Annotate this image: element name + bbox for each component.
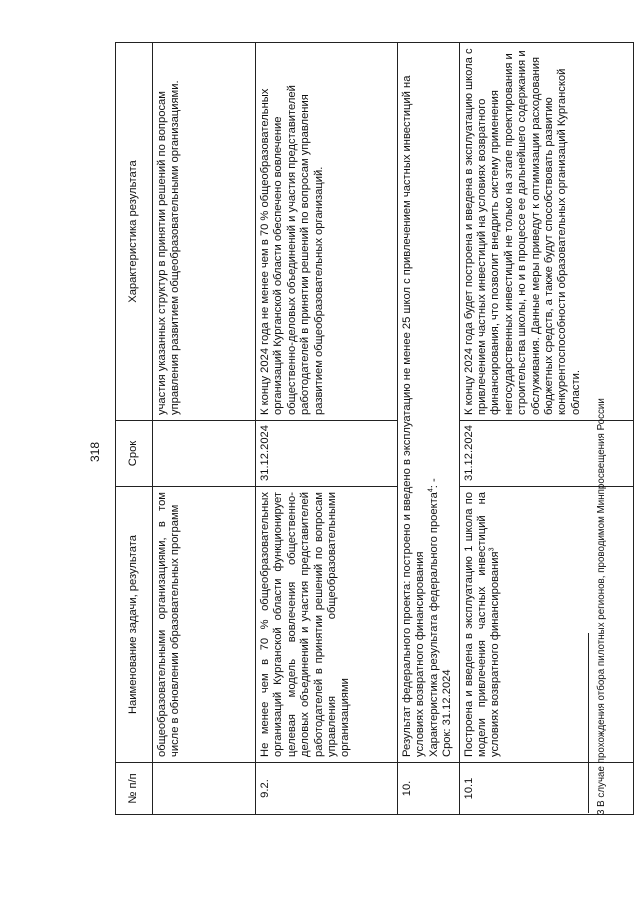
table-row-federal-result [398, 43, 460, 815]
federal-result-line: Результат федерального проекта: построено и введено в эксплуатацию не менее 25 школ с привлечением частных инвестиций на условиях возвратного финансирования [401, 75, 427, 757]
footnote-separator [588, 633, 589, 813]
federal-deadline-line: Срок: 31.12.2024 [441, 669, 454, 757]
cell-result: К концу 2024 года не менее чем в 70 % общеобразовательных организаций Курганской области обеспечено вовлечение общественно-деловых объединений и участия представителей работодателей в принятии решений по вопросам управления развитием общеобразовательных организаций. [256, 43, 398, 421]
table-row [153, 43, 256, 815]
footnote-text: В случае прохождения отбора пилотных регионов, проводимом Минпросвещения России [596, 398, 607, 810]
footnote-marker: 4 [427, 488, 435, 493]
header-date: Срок [116, 421, 153, 487]
federal-characteristic-label: Характеристика результата федерального проекта [427, 492, 440, 757]
cell-name: общеобразовательными организациями, в том числе в обновлении образовательных программ [153, 487, 256, 763]
header-num: № п/п [116, 763, 153, 815]
header-name: Наименование задачи, результата [116, 487, 153, 763]
cell-date: 31.12.2024 [459, 421, 633, 487]
page-number: 318 [88, 441, 102, 463]
table-header-row [116, 43, 153, 815]
table-container [115, 43, 605, 815]
cell-num: 9.2. [256, 763, 398, 815]
cell-num: 10.1 [459, 763, 633, 815]
cell-num [153, 763, 256, 815]
cell-result: К концу 2024 года будет построена и введена в эксплуатацию школа с привлечением частных инвестиций на условиях возвратного финансирования, что позволит внедрить систему применения негосударственных инвестиций не только на этапе проектирования и строительства школы, но и в процессе ее дальнейшего содержания и обслуживания. Данные меры приведут к оптимизации расходования бюджетных средств, а также будут способствовать развитию конкурентоспособности образовательных организаций Курганской области. [459, 43, 633, 421]
federal-characteristic-tail: : - [427, 478, 440, 489]
cell-name-text: Построена и введена в эксплуатацию 1 школа по модели привлечения частных инвестиций на условиях возвратного финансирования [462, 492, 502, 757]
cell-federal-result [398, 43, 460, 763]
cell-date [153, 421, 256, 487]
federal-characteristic-line [428, 48, 441, 757]
project-table [115, 42, 634, 815]
cell-result: участия указанных структур в принятии решений по вопросам управления развитием общеобразовательными организациями. [153, 43, 256, 421]
footnote-container [596, 43, 616, 815]
table-row [256, 43, 398, 815]
cell-date: 31.12.2024 [256, 421, 398, 487]
cell-num: 10. [398, 763, 460, 815]
footnote-mark: 3 [596, 809, 607, 815]
cell-name: Не менее чем в 70 % общеобразовательных организаций Курганской области функционирует целевая модель вовлечения общественно-деловых объединений и участия представителей работодателей в принятии решений по вопросам управления общеобразовательными организациями [256, 487, 398, 763]
header-result: Характеристика результата [116, 43, 153, 421]
footnote-marker: 3 [488, 547, 496, 552]
footnote [596, 43, 616, 815]
